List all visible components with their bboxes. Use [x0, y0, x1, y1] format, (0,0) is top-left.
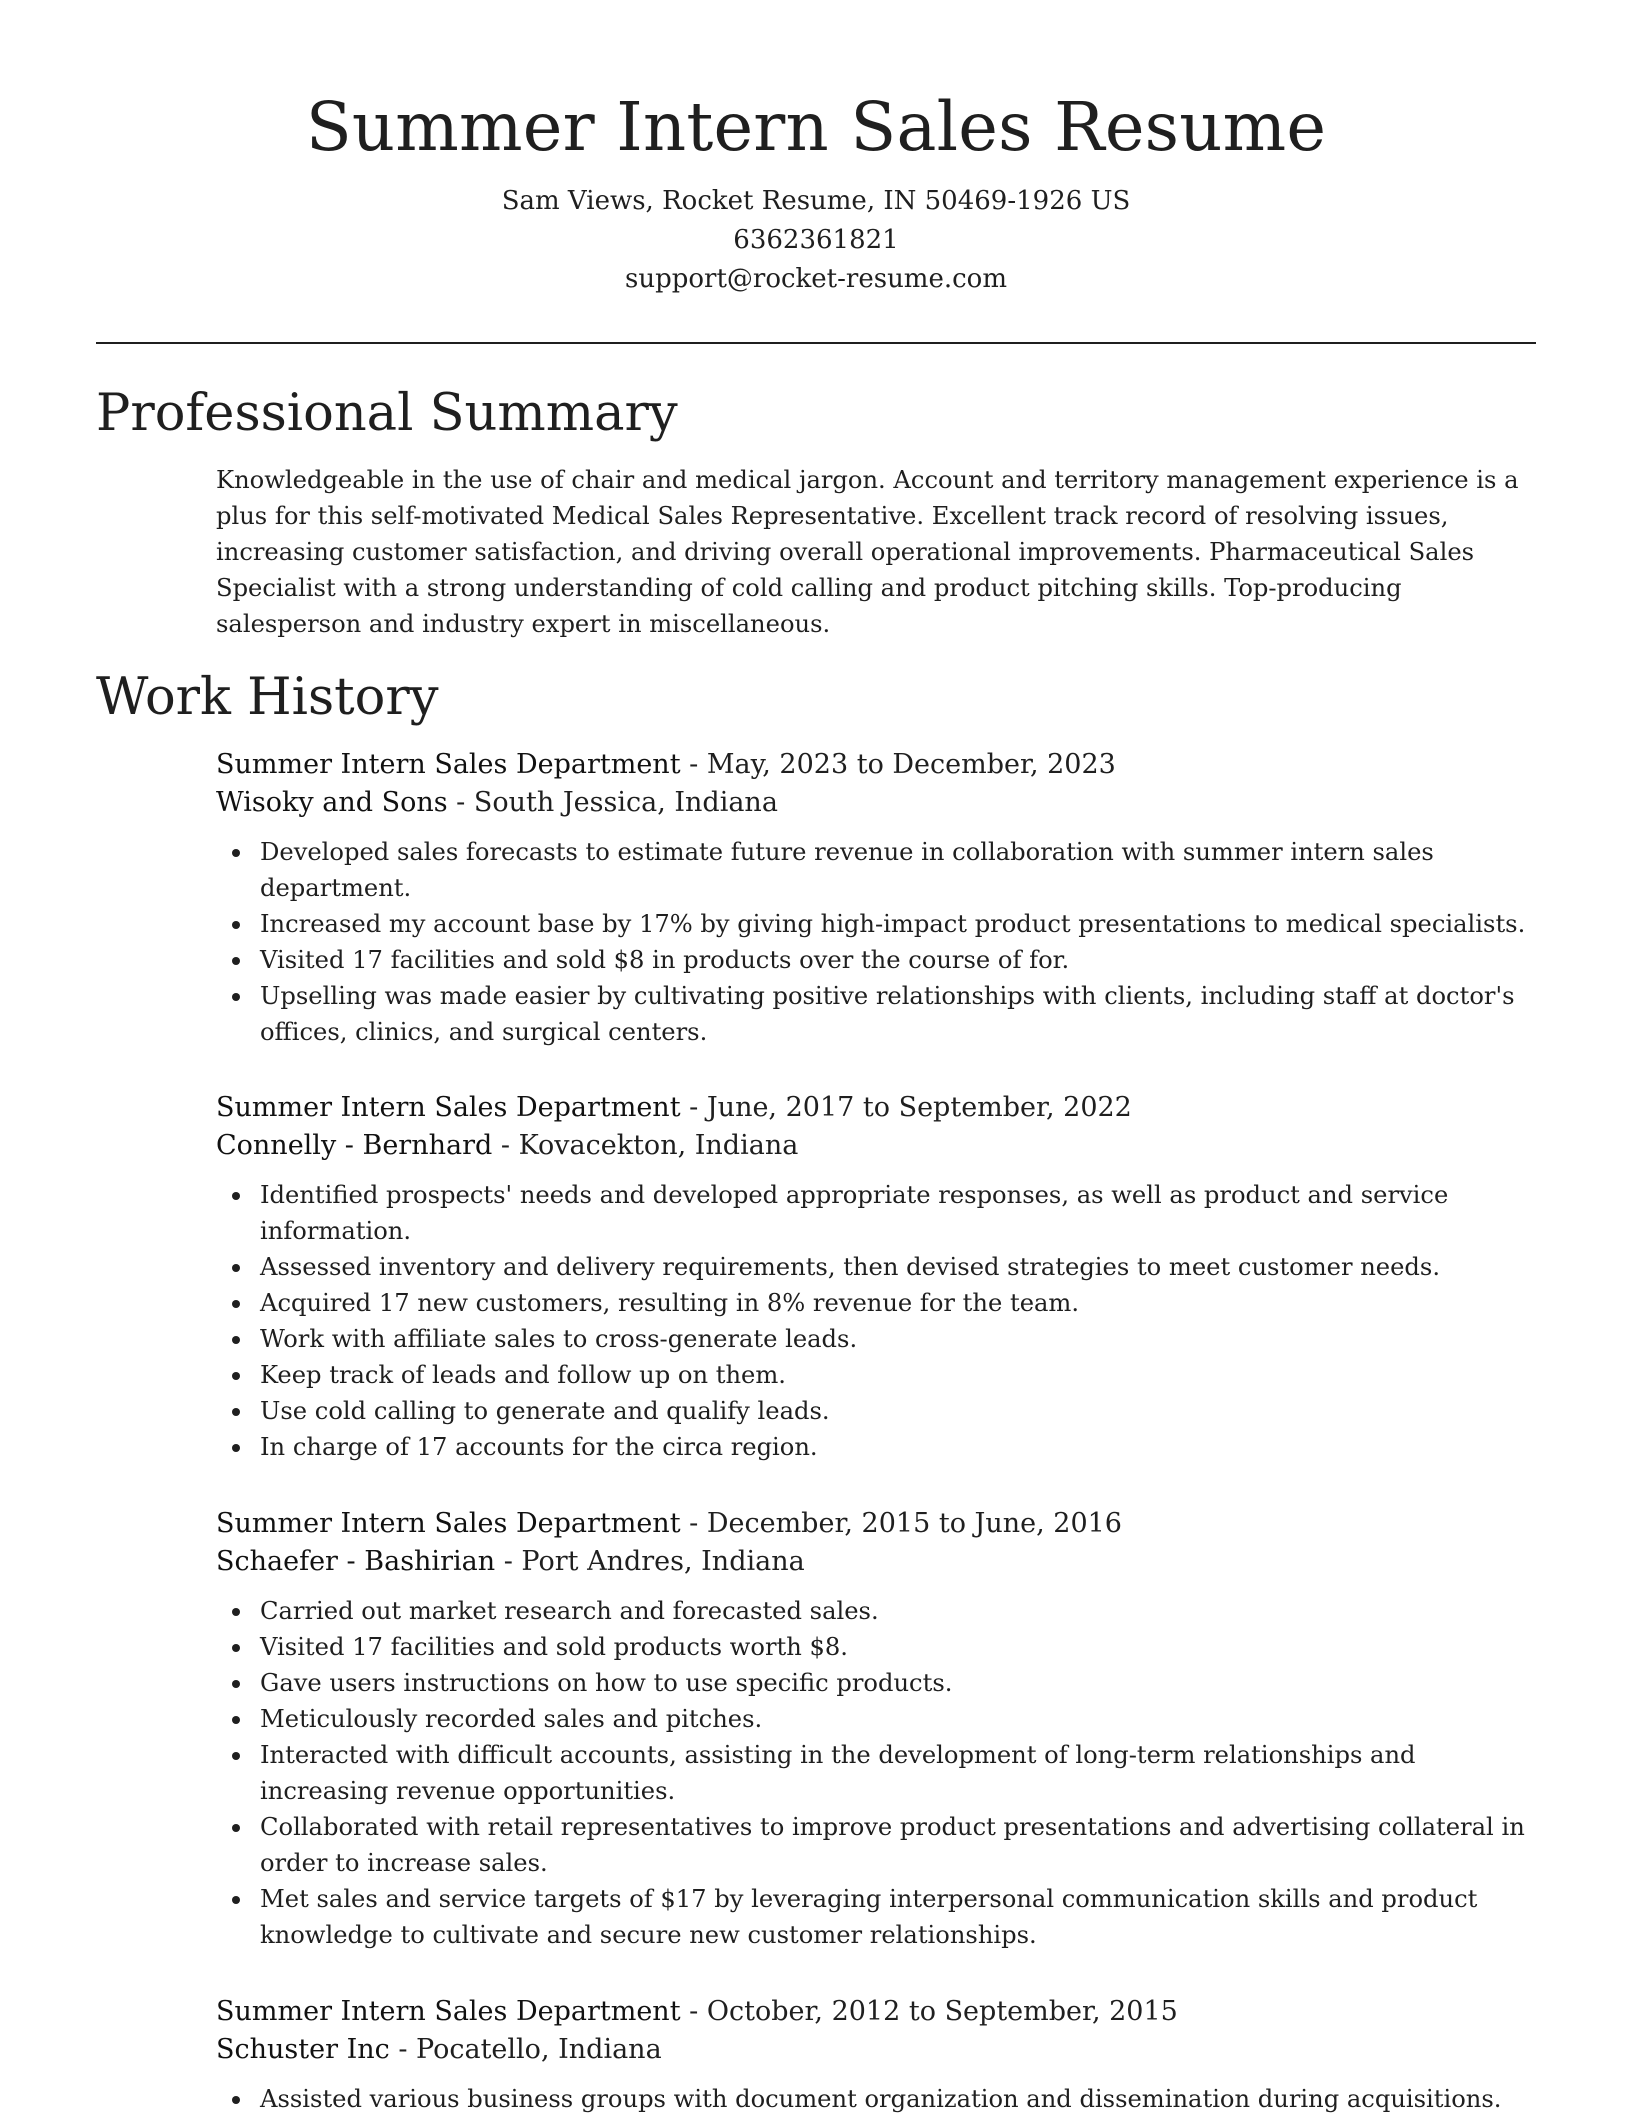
summary-text: Knowledgeable in the use of chair and medical jargon. Account and territory management experience is a plus for this self-motivated Medical Sales Representative. Excellent track record of resolving issues, increasing customer satisfaction, and driving overall operational improvements. Pharmaceutical Sales Specialist with a strong understanding of cold calling and product pitching skills. Top-producing salesperson and industry expert in miscellaneous.	[216, 466, 1519, 638]
job-bullet: Acquired 17 new customers, resulting in 8% revenue for the team.	[260, 1285, 1536, 1321]
job-location: - Port Andres, Indiana	[495, 1546, 805, 1577]
job-bullet: Use cold calling to generate and qualify leads.	[260, 1393, 1536, 1429]
job-title: Summer Intern Sales Department	[216, 1996, 681, 2027]
job-title-line	[216, 1993, 1536, 2031]
job-bullets	[216, 834, 1536, 1050]
job-bullet: Assisted various business groups with document organization and dissemination during acquisitions.	[260, 2081, 1536, 2117]
contact-address: Sam Views, Rocket Resume, IN 50469-1926 US	[501, 186, 1131, 216]
job-company: Schuster Inc	[216, 2034, 390, 2065]
job-company-line	[216, 2031, 1536, 2069]
job-bullet: Gave users instructions on how to use specific products.	[260, 1665, 1536, 1701]
job-company: Connelly - Bernhard	[216, 1130, 493, 1161]
job-entry	[216, 1993, 1536, 2117]
job-title-line	[216, 1089, 1536, 1127]
job-dates: - May, 2023 to December, 2023	[680, 749, 1116, 780]
summary-heading: Professional Summary	[96, 384, 678, 443]
job-bullet: Met sales and service targets of $17 by leveraging interpersonal communication skills and product knowledge to cultivate and secure new customer relationships.	[260, 1881, 1536, 1953]
job-company: Schaefer - Bashirian	[216, 1546, 496, 1577]
job-bullet: Assessed inventory and delivery requirements, then devised strategies to meet customer needs.	[260, 1249, 1536, 1285]
job-bullet: Collaborated with retail representatives to improve product presentations and advertising collateral in order to increase sales.	[260, 1809, 1536, 1881]
resume-title: Summer Intern Sales Resume	[305, 88, 1327, 166]
job-bullet: Meticulously recorded sales and pitches.	[260, 1701, 1536, 1737]
job-bullet: Visited 17 facilities and sold products worth $8.	[260, 1629, 1536, 1665]
job-dates: - June, 2017 to September, 2022	[680, 1092, 1132, 1123]
job-bullet: Identified prospects' needs and developed appropriate responses, as well as product and service information.	[260, 1177, 1536, 1249]
job-dates: - October, 2012 to September, 2015	[680, 1996, 1178, 2027]
job-title-line	[216, 1505, 1536, 1543]
job-bullets	[216, 1593, 1536, 1953]
contact-block	[0, 182, 1632, 299]
job-title: Summer Intern Sales Department	[216, 1092, 681, 1123]
job-bullets	[216, 1177, 1536, 1465]
contact-email: support@rocket-resume.com	[624, 264, 1007, 294]
job-title: Summer Intern Sales Department	[216, 749, 681, 780]
job-location: - Kovacekton, Indiana	[492, 1130, 799, 1161]
job-bullet: Work with affiliate sales to cross-generate leads.	[260, 1321, 1536, 1357]
job-bullet: Visited 17 facilities and sold $8 in products over the course of for.	[260, 942, 1536, 978]
job-location: - Pocatello, Indiana	[389, 2034, 662, 2065]
resume-header	[0, 0, 1632, 299]
job-bullet: Developed sales forecasts to estimate future revenue in collaboration with summer intern sales department.	[260, 834, 1536, 906]
job-bullet: In charge of 17 accounts for the circa region.	[260, 1429, 1536, 1465]
job-bullet: Carried out market research and forecasted sales.	[260, 1593, 1536, 1629]
job-dates: - December, 2015 to June, 2016	[680, 1508, 1122, 1539]
job-bullet: Upselling was made easier by cultivating positive relationships with clients, including staff at doctor's offices, clinics, and surgical centers.	[260, 978, 1536, 1050]
job-entry	[216, 1089, 1536, 1465]
job-title: Summer Intern Sales Department	[216, 1508, 681, 1539]
job-company-line	[216, 784, 1536, 822]
job-bullet: Keep track of leads and follow up on them.	[260, 1357, 1536, 1393]
job-company-line	[216, 1127, 1536, 1165]
job-bullet: Interacted with difficult accounts, assisting in the development of long-term relationships and increasing revenue opportunities.	[260, 1737, 1536, 1809]
job-bullet: Increased my account base by 17% by giving high-impact product presentations to medical specialists.	[260, 906, 1536, 942]
work-history-heading: Work History	[96, 668, 439, 727]
job-company: Wisoky and Sons	[216, 787, 448, 818]
contact-phone: 6362361821	[733, 225, 899, 255]
job-entry	[216, 746, 1536, 1050]
job-location: - South Jessica, Indiana	[447, 787, 778, 818]
job-entry	[216, 1505, 1536, 1953]
job-title-line	[216, 746, 1536, 784]
job-company-line	[216, 1543, 1536, 1581]
header-divider	[96, 342, 1536, 344]
